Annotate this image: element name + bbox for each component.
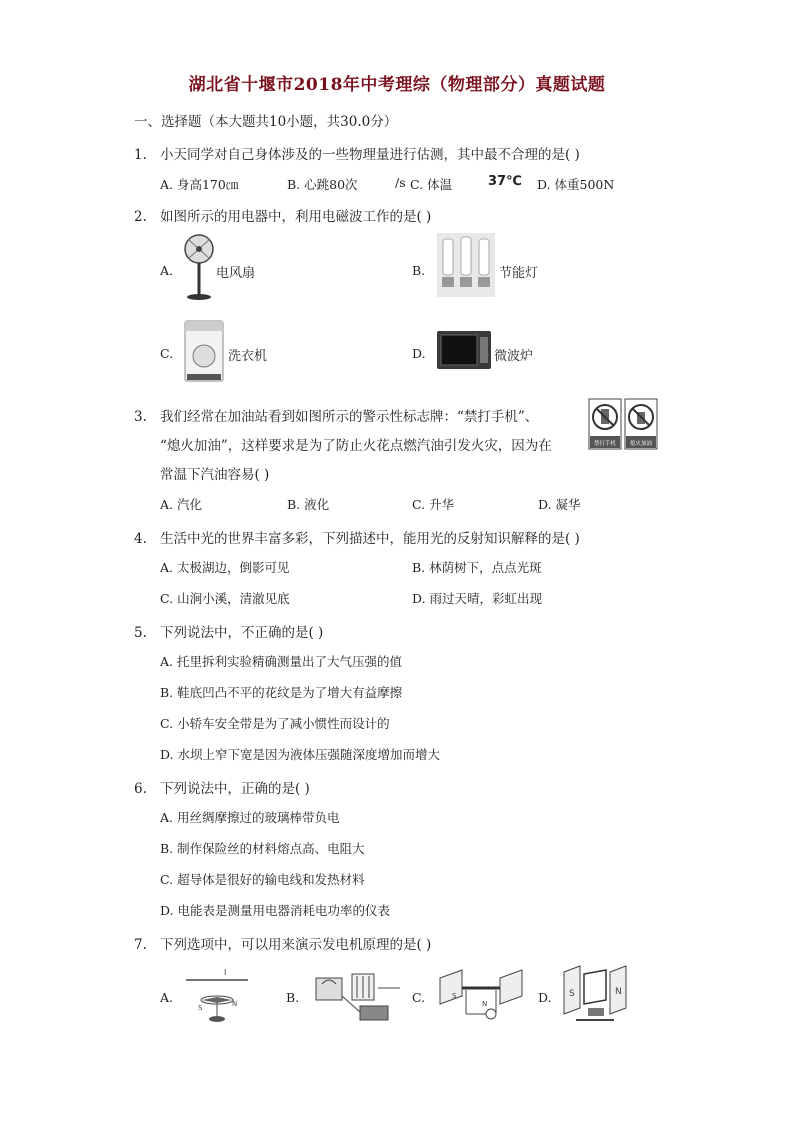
- question-line-2: “熄火加油”，这样要求是为了防止火花点燃汽油引发火灾，因为在: [160, 438, 552, 454]
- question-2: [134, 205, 431, 225]
- sign-label-1: 禁打手机: [593, 441, 617, 447]
- option-b: B. 制作保险丝的材料熔点高、电阻大: [160, 841, 365, 856]
- option-b: B. 林荫树下，点点光斑: [412, 560, 542, 575]
- option-c: C. 山涧小溪，清澈见底: [160, 591, 290, 606]
- option-c: C. 超导体是很好的输电线和发热材料: [160, 872, 365, 887]
- question-1: [134, 143, 580, 163]
- svg-text:S: S: [452, 992, 457, 1000]
- option-a: A. 汽化: [160, 497, 202, 512]
- svg-text:N: N: [615, 987, 622, 997]
- motor-setup-figure: [312, 966, 404, 1026]
- option-c-letter: C.: [160, 346, 174, 361]
- question-4: [134, 527, 580, 547]
- conductor-in-field-figure: [436, 966, 528, 1026]
- option-c: C. 体温: [410, 177, 453, 192]
- option-c-letter: C.: [412, 990, 426, 1005]
- option-c: C. 升华: [412, 497, 455, 512]
- option-d: D. 水坝上窄下宽是因为液体压强随深度增加而增大: [160, 747, 441, 762]
- option-c-value: 37℃: [488, 174, 522, 189]
- question-number: 7.: [134, 937, 147, 953]
- question-3: [134, 405, 538, 425]
- option-c: C. 小轿车安全带是为了减小惯性而设计的: [160, 716, 390, 731]
- option-a: A. 身高170㎝: [160, 177, 239, 192]
- question-number: 6.: [134, 781, 147, 797]
- option-a: A. 用丝绸摩擦过的玻璃棒带负电: [160, 810, 340, 825]
- option-a-text: 电风扇: [216, 266, 256, 281]
- option-c-text: 洗衣机: [228, 349, 268, 364]
- sign-label-2: 熄火加油: [629, 441, 653, 447]
- option-a: A. 太极湖边，倒影可见: [160, 560, 290, 575]
- option-d: D. 雨过天晴，彩虹出现: [412, 591, 543, 606]
- rotating-coil-figure: [562, 964, 630, 1026]
- question-stem: 小天同学对自己身体涉及的一些物理量进行估测，其中最不合理的是( ): [160, 147, 580, 163]
- svg-text:S: S: [569, 989, 575, 999]
- compass-current-figure: [184, 966, 250, 1026]
- question-stem: 下列说法中，不正确的是( ): [160, 625, 324, 641]
- option-d-text: 微波炉: [494, 349, 534, 364]
- no-phone-sign: [589, 399, 621, 449]
- svg-text:S: S: [198, 1004, 203, 1012]
- engine-off-sign: [625, 399, 657, 449]
- section-heading: 一、选择题（本大题共10小题，共30.0分）: [134, 114, 398, 130]
- option-a-letter: A.: [160, 263, 174, 278]
- option-d: D. 电能表是测量用电器消耗电功率的仪表: [160, 903, 391, 918]
- question-line-1: 我们经常在加油站看到如图所示的警示性标志牌：“禁打手机”、: [160, 409, 539, 425]
- option-a: A. 托里拆利实验精确测量出了大气压强的值: [160, 654, 402, 669]
- question-stem: 下列选项中，可以用来演示发电机原理的是( ): [160, 937, 432, 953]
- question-stem: 下列说法中，正确的是( ): [160, 781, 310, 797]
- svg-text:N: N: [232, 1000, 238, 1008]
- energy-saving-lamp-icon: [437, 233, 495, 297]
- question-5: [134, 621, 323, 641]
- question-7: [134, 933, 431, 953]
- option-b-unit: /s: [395, 175, 406, 190]
- microwave-oven-icon: [437, 331, 491, 369]
- question-number: 4.: [134, 531, 147, 547]
- question-stem: 如图所示的用电器中，利用电磁波工作的是( ): [160, 209, 432, 225]
- option-b: B. 液化: [287, 497, 330, 512]
- option-d-letter: D.: [538, 990, 552, 1005]
- electric-fan-icon: [182, 233, 216, 303]
- option-b: B. 心跳80次: [287, 177, 358, 192]
- option-b-letter: B.: [412, 263, 426, 278]
- option-d: D. 凝华: [538, 497, 581, 512]
- question-line-3: 常温下汽油容易( ): [160, 467, 270, 483]
- question-number: 3.: [134, 409, 147, 425]
- question-number: 1.: [134, 147, 147, 163]
- option-b: B. 鞋底凹凸不平的花纹是为了增大有益摩擦: [160, 685, 403, 700]
- page-title: 湖北省十堰市2018年中考理综（物理部分）真题试题: [188, 75, 606, 95]
- option-b-letter: B.: [286, 990, 300, 1005]
- svg-text:N: N: [482, 1000, 488, 1008]
- warning-signs-image: [588, 398, 658, 450]
- question-6: [134, 777, 310, 797]
- question-number: 5.: [134, 625, 147, 641]
- question-number: 2.: [134, 209, 147, 225]
- svg-text:I: I: [224, 968, 227, 977]
- option-a-letter: A.: [160, 990, 174, 1005]
- option-b-text: 节能灯: [499, 266, 539, 281]
- washing-machine-icon: [184, 320, 224, 382]
- question-stem: 生活中光的世界丰富多彩，下列描述中，能用光的反射知识解释的是( ): [160, 531, 580, 547]
- option-d-letter: D.: [412, 346, 426, 361]
- option-d: D. 体重500N: [537, 177, 615, 192]
